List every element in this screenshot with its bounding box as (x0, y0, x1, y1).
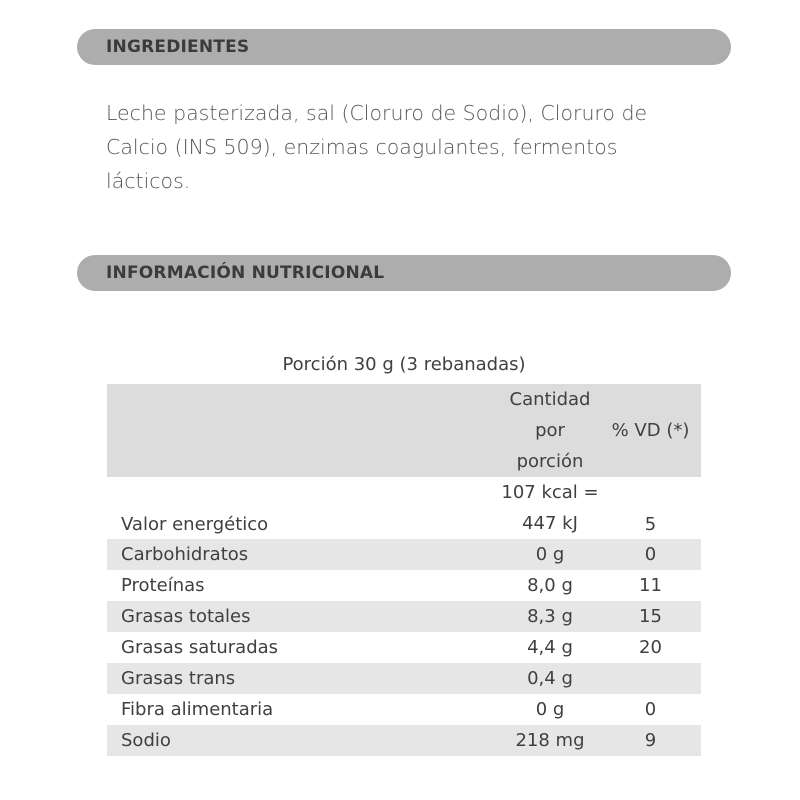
row-label: Carbohidratos (107, 539, 500, 570)
row-quantity: 0,4 g (500, 663, 600, 694)
nutrition-header (77, 255, 731, 291)
row-vd: 20 (639, 637, 662, 658)
header-label-cell (107, 384, 500, 477)
row-label: Sodio (107, 725, 500, 756)
ingredients-title: INGREDIENTES (106, 37, 250, 57)
header-vd: % VD (*) (600, 384, 701, 477)
row-vd (600, 663, 701, 694)
table-row (107, 663, 701, 694)
energy-vd: 5 (644, 514, 657, 535)
row-label: Grasas trans (107, 663, 500, 694)
row-label: Grasas saturadas (121, 637, 279, 658)
header-quantity-line2: por (535, 420, 565, 441)
header-quantity-line3: porción (516, 451, 584, 472)
row-quantity: 8,0 g (527, 575, 573, 596)
energy-kcal: 107 kcal = (501, 482, 599, 503)
table-row (107, 632, 701, 663)
row-vd: 0 (600, 539, 701, 570)
table-row (107, 694, 701, 725)
ingredients-header (77, 29, 731, 65)
row-quantity: 0 g (535, 699, 565, 720)
table-row-energy (107, 477, 701, 539)
row-vd: 11 (639, 575, 662, 596)
header-quantity-line1: Cantidad (509, 389, 591, 410)
ingredients-text: Leche pasterizada, sal (Cloruro de Sodio), Cloruro de Calcio (INS 509), enzimas coagulantes, fermentos lácticos. (106, 101, 648, 193)
row-vd: 0 (644, 699, 657, 720)
energy-quantity (500, 477, 600, 539)
table-row (107, 539, 701, 570)
table-header-row (107, 384, 701, 477)
row-quantity: 218 mg (500, 725, 600, 756)
portion-size: Porción 30 g (3 rebanadas) (282, 354, 526, 375)
energy-label: Valor energético (121, 514, 269, 535)
header-quantity (500, 384, 600, 477)
table-row (107, 601, 701, 632)
row-quantity: 4,4 g (527, 637, 573, 658)
row-label: Proteínas (121, 575, 205, 596)
nutrition-title: INFORMACIÓN NUTRICIONAL (106, 263, 385, 283)
row-label: Fibra alimentaria (121, 699, 274, 720)
table-row (107, 725, 701, 756)
row-quantity: 0 g (500, 539, 600, 570)
row-quantity: 8,3 g (500, 601, 600, 632)
nutrition-table (107, 384, 701, 756)
row-vd: 9 (600, 725, 701, 756)
row-label: Grasas totales (107, 601, 500, 632)
energy-kj: 447 kJ (522, 513, 578, 534)
table-row (107, 570, 701, 601)
row-vd: 15 (600, 601, 701, 632)
